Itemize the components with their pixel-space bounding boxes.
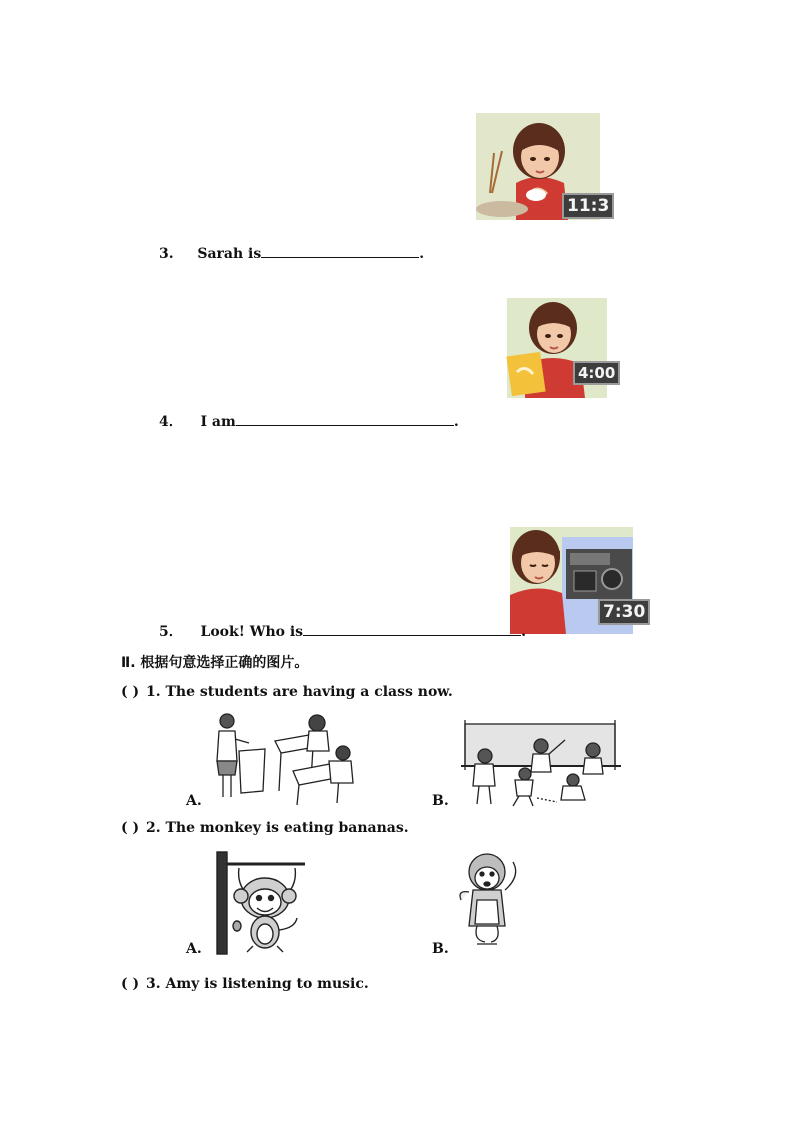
question-text: 3. Amy is listening to music. xyxy=(146,976,369,992)
option-a-label[interactable]: A. xyxy=(186,793,202,809)
cleaning-classroom-picture xyxy=(457,720,625,810)
clock-display: 4:00 xyxy=(573,361,620,385)
question-prefix: Sarah is xyxy=(197,246,262,262)
question-number: 3. xyxy=(159,246,174,262)
choice-question-3 xyxy=(121,976,369,992)
question-text: 2. The monkey is eating bananas. xyxy=(146,820,409,836)
eating-monkey-picture xyxy=(455,850,523,956)
choice-question-1 xyxy=(121,684,453,700)
option-a-label[interactable]: A. xyxy=(186,941,202,957)
question-number: 5． xyxy=(159,624,183,640)
girl-eating-picture xyxy=(476,113,610,220)
question-number: 4． xyxy=(159,414,183,430)
question-prefix: I am xyxy=(200,414,236,430)
question-text: 1. The students are having a class now. xyxy=(146,684,453,700)
choice-question-2 xyxy=(121,820,409,836)
question-suffix: . xyxy=(453,414,459,430)
classroom-picture xyxy=(205,711,355,809)
option-b-label[interactable]: B. xyxy=(432,793,449,809)
option-b-label[interactable]: B. xyxy=(432,941,449,957)
question-suffix: . xyxy=(419,246,425,262)
answer-parenthesis[interactable]: ( ) xyxy=(121,820,140,836)
hanging-monkey-picture xyxy=(215,852,307,958)
answer-parenthesis[interactable]: ( ) xyxy=(121,684,140,700)
answer-parenthesis[interactable]: ( ) xyxy=(121,976,140,992)
girl-reading-picture xyxy=(507,298,616,398)
answer-blank[interactable] xyxy=(261,243,419,258)
question-suffix: . xyxy=(521,624,526,640)
girl-listening-picture xyxy=(510,527,646,634)
fill-question-5 xyxy=(159,621,526,641)
answer-blank[interactable] xyxy=(303,621,521,636)
fill-question-4 xyxy=(159,411,459,431)
section-heading: Ⅱ. 根据句意选择正确的图片。 xyxy=(121,655,309,671)
fill-question-3 xyxy=(159,243,424,262)
clock-display: 11:3 xyxy=(562,193,614,219)
clock-display: 7:30 xyxy=(598,599,650,625)
answer-blank[interactable] xyxy=(236,411,454,426)
question-prefix: Look! Who is xyxy=(200,624,304,640)
